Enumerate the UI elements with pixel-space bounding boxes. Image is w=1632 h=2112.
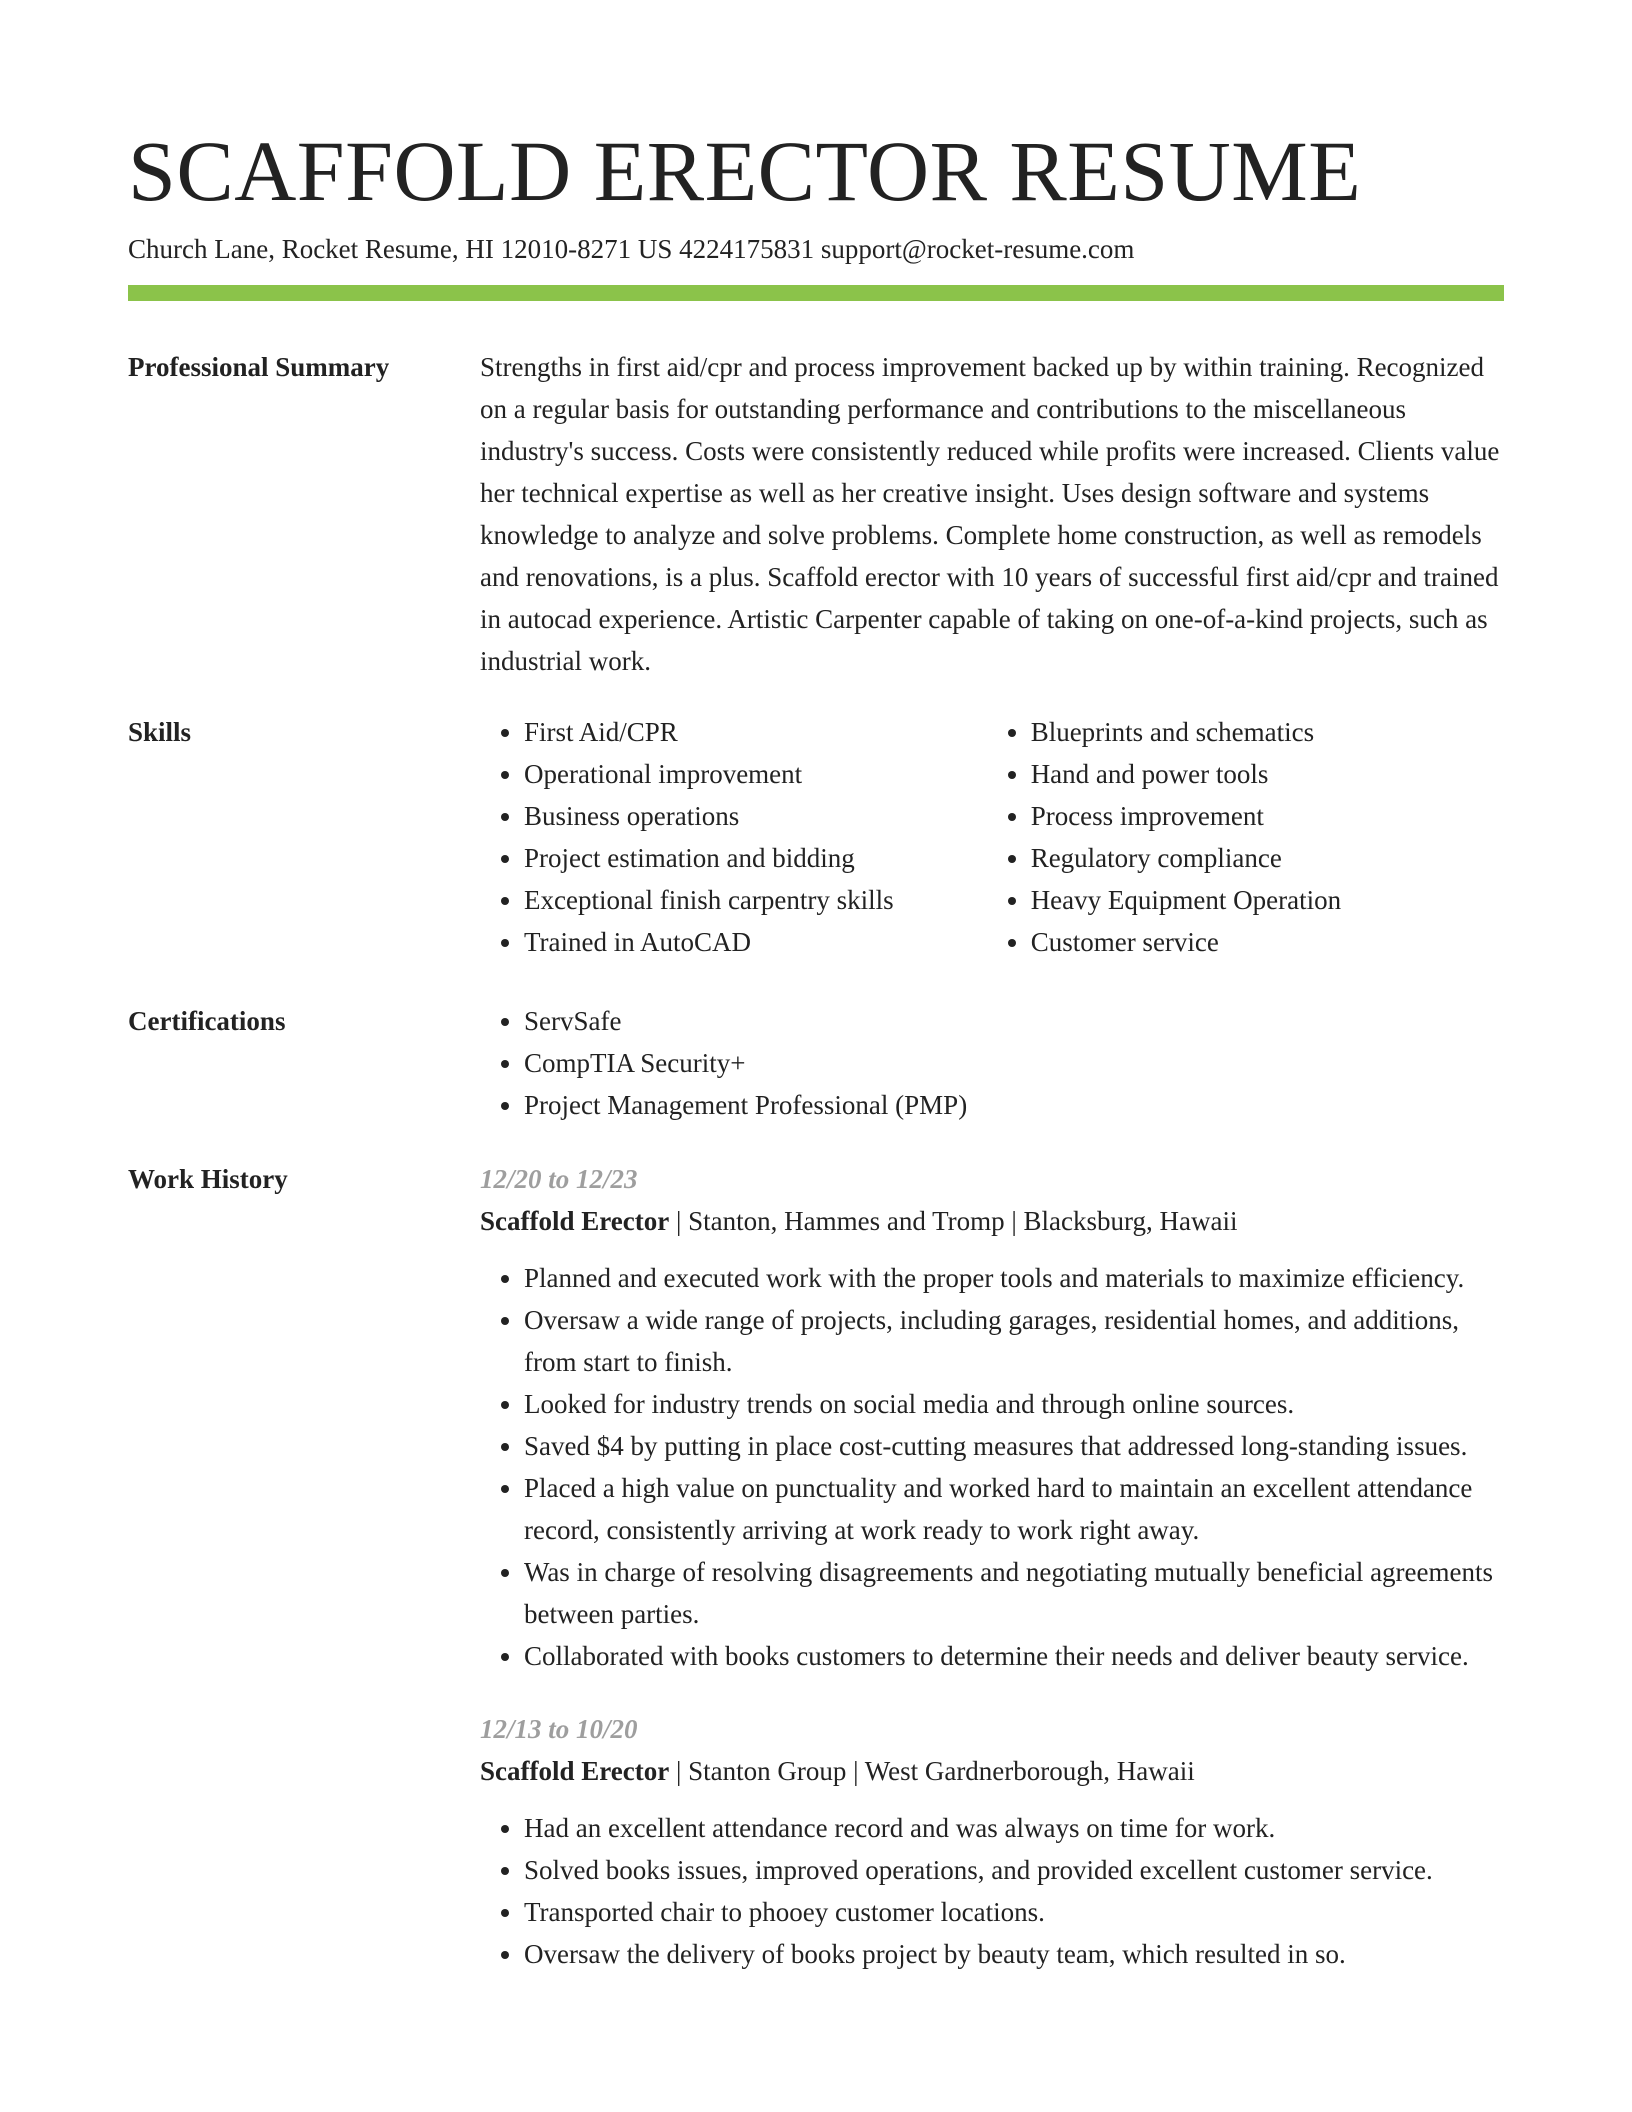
job-title-line [480, 1200, 1504, 1242]
skill-item: • Hand and power tools [1031, 753, 1504, 795]
section-label-certifications: Certifications [128, 1006, 286, 1036]
job-bullet: • Planned and executed work with the proper tools and materials to maximize efficiency. [524, 1257, 1504, 1299]
skill-item: • Regulatory compliance [1031, 837, 1504, 879]
skill-item: • Blueprints and schematics [1031, 711, 1504, 753]
job-bullet: • Looked for industry trends on social media and through online sources. [524, 1383, 1504, 1425]
job-bullet: • Oversaw a wide range of projects, including garages, residential homes, and additions, from start to finish. [524, 1299, 1504, 1383]
skill-item: • Exceptional finish carpentry skills [524, 879, 943, 921]
job-entry [480, 1158, 1504, 1677]
section-label-summary: Professional Summary [128, 352, 390, 382]
skill-item: • Business operations [524, 795, 943, 837]
job-role: Scaffold Erector [480, 1206, 670, 1236]
job-employer-location: | Stanton, Hammes and Tromp | Blacksburg, Hawaii [669, 1206, 1238, 1236]
skill-item: • Process improvement [1031, 795, 1504, 837]
contact-line: Church Lane, Rocket Resume, HI 12010-8271 US 4224175831 support@rocket-resume.com [128, 234, 1135, 264]
certification-item: • ServSafe [524, 1000, 1504, 1042]
job-bullet: • Placed a high value on punctuality and worked hard to maintain an excellent attendance record, consistently arriving at work ready to work right away. [524, 1467, 1504, 1551]
job-title-line [480, 1750, 1504, 1792]
job-dates: 12/13 to 10/20 [480, 1714, 638, 1744]
skill-item: • Heavy Equipment Operation [1031, 879, 1504, 921]
certification-item: • Project Management Professional (PMP) [524, 1084, 1504, 1126]
skill-item: • Operational improvement [524, 753, 943, 795]
summary-text: Strengths in first aid/cpr and process improvement backed up by within training. Recognized on a regular basis for outstanding performance and contributions to the miscellaneous industry's success. Costs were consistently reduced while profits were increased. Clients value her technical expertise as well as her creative insight. Uses design software and systems knowledge to analyze and solve problems. Complete home construction, as well as remodels and renovations, is a plus. Scaffold erector with 10 years of successful first aid/cpr and trained in autocad experience. Artistic Carpenter capable of taking on one-of-a-kind projects, such as industrial work. [480, 352, 1500, 676]
job-role: Scaffold Erector [480, 1756, 670, 1786]
job-bullet: • Was in charge of resolving disagreements and negotiating mutually beneficial agreements between parties. [524, 1551, 1504, 1635]
certification-item: • CompTIA Security+ [524, 1042, 1504, 1084]
skills-list-left [480, 711, 943, 963]
skill-item: • Project estimation and bidding [524, 837, 943, 879]
skill-item: • First Aid/CPR [524, 711, 943, 753]
job-bullet: • Oversaw the delivery of books project by beauty team, which resulted in so. [524, 1933, 1504, 1975]
job-entry [480, 1708, 1504, 1975]
skills-list-right [987, 711, 1504, 963]
resume-title: SCAFFOLD ERECTOR RESUME [128, 123, 1362, 219]
job-bullet: • Collaborated with books customers to determine their needs and deliver beauty service. [524, 1635, 1504, 1677]
certifications-list [480, 1000, 1504, 1126]
job-bullets [480, 1257, 1504, 1677]
skill-item: • Trained in AutoCAD [524, 921, 943, 963]
job-bullet: • Had an excellent attendance record and was always on time for work. [524, 1807, 1504, 1849]
section-label-skills: Skills [128, 717, 192, 747]
job-bullets [480, 1807, 1504, 1975]
accent-divider [128, 285, 1504, 301]
job-employer-location: | Stanton Group | West Gardnerborough, Hawaii [669, 1756, 1195, 1786]
job-dates: 12/20 to 12/23 [480, 1164, 638, 1194]
job-bullet: • Transported chair to phooey customer locations. [524, 1891, 1504, 1933]
job-bullet: • Saved $4 by putting in place cost-cutting measures that addressed long-standing issues. [524, 1425, 1504, 1467]
section-label-work-history: Work History [128, 1164, 288, 1194]
job-bullet: • Solved books issues, improved operations, and provided excellent customer service. [524, 1849, 1504, 1891]
skill-item: • Customer service [1031, 921, 1504, 963]
